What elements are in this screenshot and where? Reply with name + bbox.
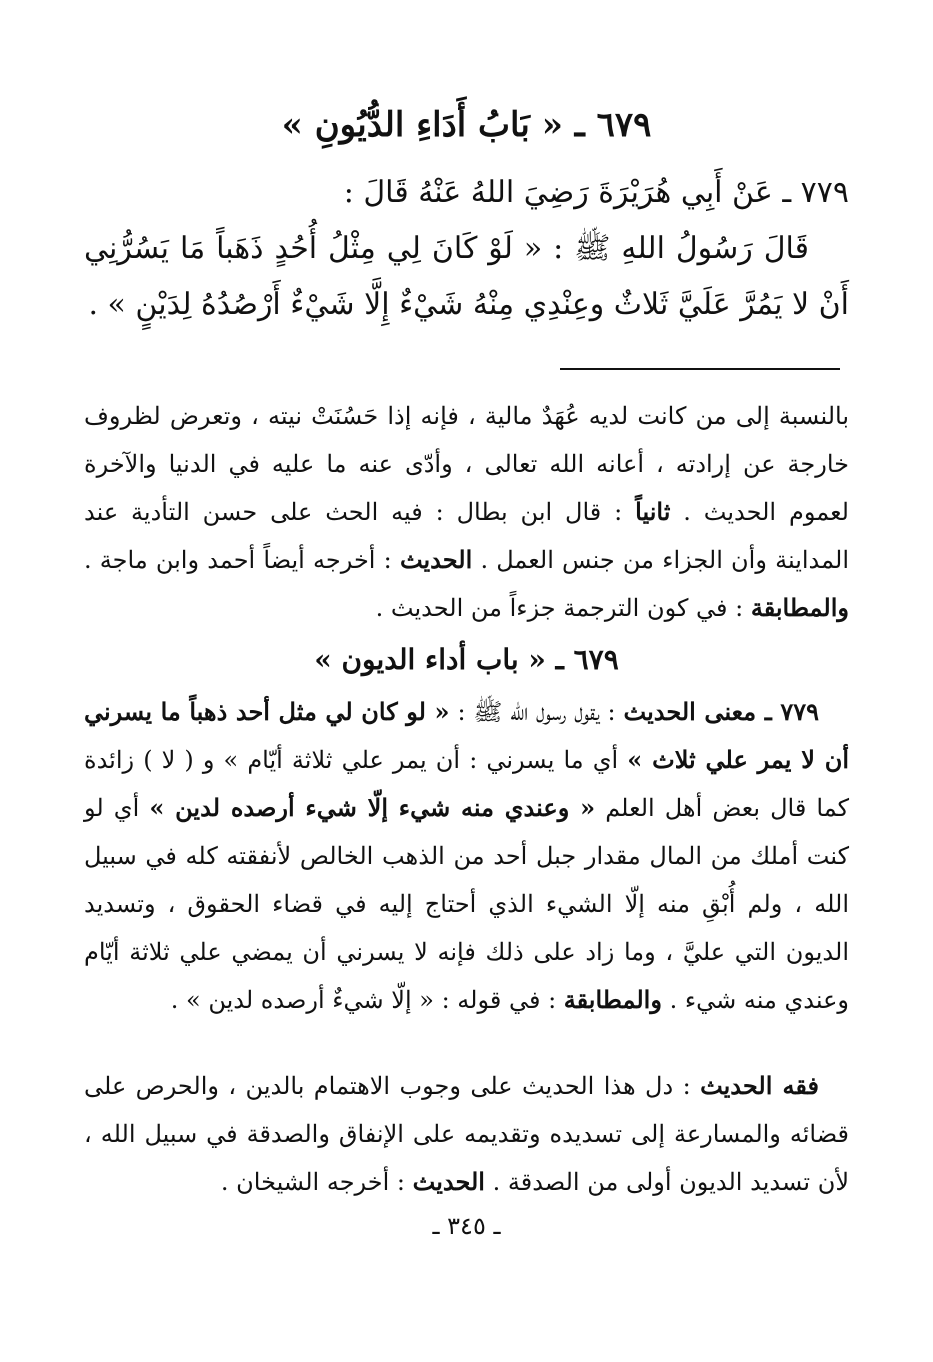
- label-second: ثانياً: [635, 497, 671, 526]
- meaning-intro: : يقول رسول الله ﷺ :: [457, 698, 616, 726]
- main-title: ٦٧٩ ـ « بَابُ أَدَاءِ الدُّيُونِ »: [281, 105, 652, 145]
- meaning-text3: : في قوله : « إلّا شيءٌ أرصده لدين » .: [170, 986, 557, 1014]
- hadith-text-block: [84, 165, 849, 333]
- commentary-part3: : أخرجه أيضاً أحمد وابن ماجة .: [84, 546, 392, 574]
- hadith-body: قَالَ رَسُولُ اللهِ ﷺ : « لَوْ كَانَ لِي مِثْلُ أُحُدٍ ذَهَباً مَا يَسُرُّنِي أَنْ لا يَمُرَّ عَلَيَّ ثَلاثٌ وعِنْدِي مِنْهُ شَيْءٌ إِلَّا شَيْءٌ أَرْصُدُهُ لِدَيْنٍ » .: [84, 231, 849, 322]
- fiqh-label: فقه الحديث: [700, 1071, 819, 1100]
- commentary-paragraph: [84, 392, 849, 632]
- meaning-label: ٧٧٩ ـ معنى الحديث: [623, 697, 819, 726]
- meaning-text2: أي لو كنت أملك من المال مقدار جبل أحد من الذهب الخالص لأنفقته كله في سبيل الله ، ولم أُبْقِ منه إلّا الشيء الذي أحتاج إليه في قضاء الحقوق ، وتسديد الديون التي عليَّ ، وما زاد على ذلك فإنه لا يسرني أن يمضي علي ثلاثة أيّام وعندي منه شيء .: [84, 794, 849, 1014]
- commentary-part4: : في كون الترجمة جزءاً من الحديث .: [375, 594, 744, 622]
- fiqh-text1: : دل هذا الحديث على وجوب الاهتمام بالدين ، والحرص على قضائه والمسارعة إلى تسديده وتقديمه على الإنفاق والصدقة في سبيل الله ، لأن تسديد الديون أولى من الصدقة .: [84, 1072, 849, 1196]
- meaning-block: [84, 688, 849, 1024]
- fiqh-label-hadith: الحديث: [412, 1167, 485, 1196]
- meaning-quote1: « لو كان لي مثل أحد ذهباً ما يسرني أن لا يمر علي ثلاث »: [84, 697, 849, 774]
- fiqh-paragraph: [84, 1062, 849, 1206]
- label-match: والمطابقة: [750, 593, 849, 622]
- page-number: ـ ٣٤٥ ـ: [432, 1212, 501, 1240]
- commentary-part2: : قال ابن بطال : فيه الحث على حسن التأدية عند المداينة وأن الجزاء من جنس العمل .: [84, 498, 850, 574]
- fiqh-text2: : أخرجه الشيخان .: [220, 1168, 405, 1196]
- hadith-narrator-line: ٧٧٩ ـ عَنْ أَبِي هُرَيْرَةَ رَضِيَ اللهُ عَنْهُ قَالَ :: [343, 175, 849, 210]
- meaning-quote2: « وعندي منه شيء إلّا شيء أرصده لدين »: [149, 793, 596, 822]
- commentary-block: [84, 392, 849, 632]
- meaning-text1: أي ما يسرني : أن يمر علي ثلاثة أيّام » و ( لا ) زائدة كما قال بعض أهل العلم: [84, 746, 849, 822]
- meaning-label-match: والمطابقة: [563, 985, 662, 1014]
- fiqh-block: [84, 1062, 849, 1206]
- commentary-part1: بالنسبة إلى من كانت لديه عُهَدٌ مالية ، فإنه إذا حَسُنَتْ نيته ، وتعرض لظروف خارجة عن إرادته ، أعانه الله تعالى ، وأدّى عنه ما عليه في الدنيا والآخرة لعموم الحديث .: [84, 402, 849, 526]
- footnote-divider: [560, 368, 840, 370]
- label-hadith: الحديث: [399, 545, 473, 574]
- chapter-title: ٦٧٩ ـ « باب أداء الديون »: [314, 643, 619, 676]
- meaning-paragraph: [84, 688, 849, 1024]
